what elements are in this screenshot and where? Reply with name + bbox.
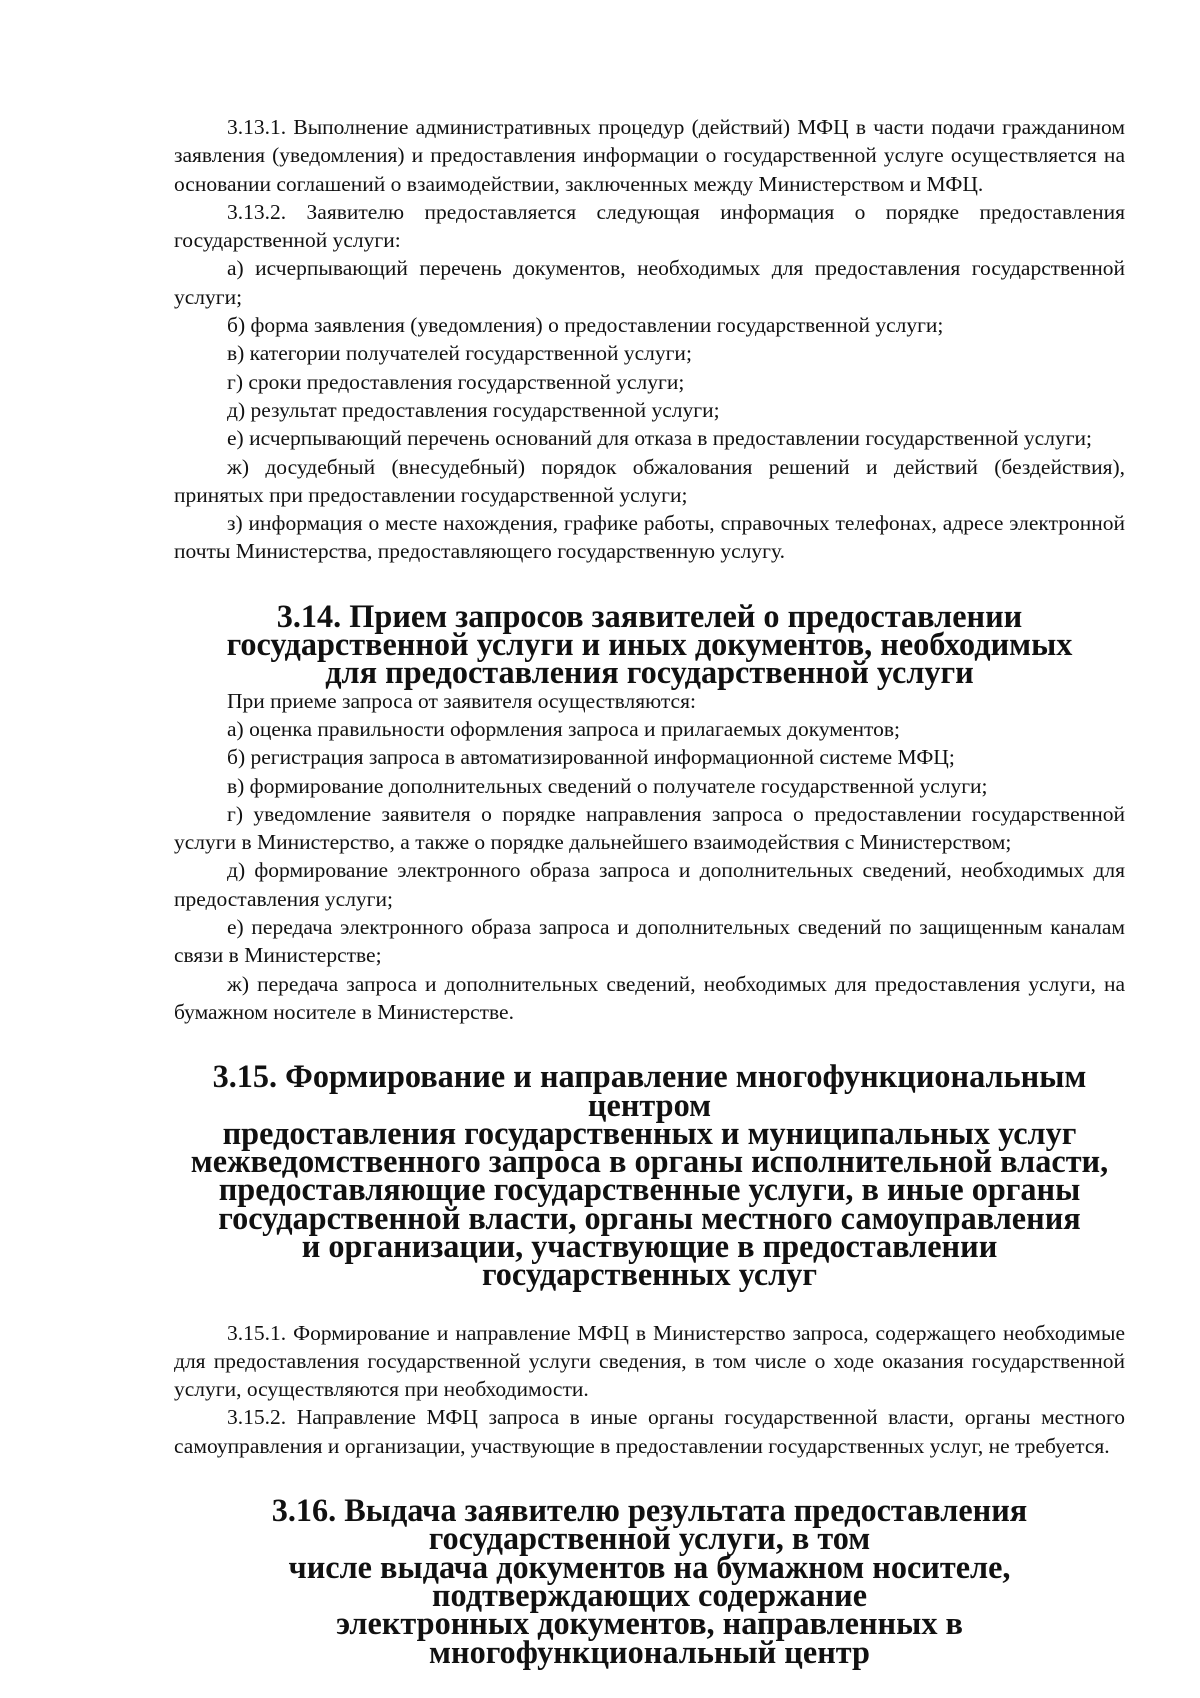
heading-line: государственной услуги и иных документов, необходимых <box>226 626 1073 663</box>
section-3-13 <box>174 113 1125 566</box>
list-item-g: г) уведомление заявителя о порядке направления запроса о предоставлении государственной услуги в Министерство, а также о порядке дальнейшего взаимодействия с Министерством; <box>174 801 1125 855</box>
list-item-a: а) исчерпывающий перечень документов, необходимых для предоставления государственной услуги; <box>174 256 1125 309</box>
heading-line: электронных документов, направленных в многофункциональный центр <box>336 1605 963 1670</box>
list-item-zh: ж) передача запроса и дополнительных сведений, необходимых для предоставления услуги, на бумажном носителе в Министерстве. <box>174 971 1125 1024</box>
section-3-15 <box>174 1058 1125 1460</box>
section-3-16 <box>174 1492 1125 1670</box>
list-item-d: д) результат предоставления государственной услуги; <box>227 397 720 422</box>
section-3-14 <box>174 597 1125 1026</box>
heading-line: предоставляющие государственные услуги, в иные органы <box>218 1171 1081 1208</box>
paragraph-intro: При приеме запроса от заявителя осуществляются: <box>227 688 696 713</box>
list-item-a: а) оценка правильности оформления запроса и прилагаемых документов; <box>227 716 900 741</box>
section-heading-3-15 <box>174 1058 1125 1293</box>
section-heading-3-14 <box>174 597 1125 691</box>
heading-line: для предоставления государственной услуги <box>325 654 974 691</box>
heading-line: числе выдача документов на бумажном носителе, подтверждающих содержание <box>288 1548 1011 1613</box>
spacer <box>174 1460 1125 1496</box>
paragraph-3-15-1: 3.15.1. Формирование и направление МФЦ в Министерство запроса, содержащего необходимые для предоставления государственной услуги сведения, в том числе о ходе оказания государственной услуги, осуществляются при необходимости. <box>174 1320 1125 1402</box>
heading-line: предоставления государственных и муниципальных услуг <box>222 1114 1077 1151</box>
list-item-g: г) сроки предоставления государственной услуги; <box>227 369 685 394</box>
list-item-e: е) исчерпывающий перечень оснований для отказа в предоставлении государственной услуги; <box>227 426 1092 451</box>
heading-line: 3.15. Формирование и направление многофункциональным центром <box>212 1058 1087 1123</box>
heading-line: государственной власти, органы местного самоуправления <box>218 1199 1081 1236</box>
spacer <box>174 1289 1125 1319</box>
list-item-d: д) формирование электронного образа запроса и дополнительных сведений, необходимых для предоставления услуги; <box>174 858 1125 911</box>
list-item-z: з) информация о месте нахождения, графике работы, справочных телефонах, адресе электронной почты Министерства, предоставляющего государственную услугу. <box>174 511 1125 564</box>
list-item-v: в) категории получателей государственной услуги; <box>227 341 692 366</box>
heading-line: 3.14. Прием запросов заявителей о предоставлении <box>276 597 1023 634</box>
list-item-v: в) формирование дополнительных сведений о получателе государственной услуги; <box>227 773 988 798</box>
spacer <box>174 1026 1125 1062</box>
heading-line: межведомственного запроса в органы исполнительной власти, <box>190 1143 1109 1180</box>
heading-line: 3.16. Выдача заявителю результата предоставления государственной услуги, в том <box>271 1492 1028 1557</box>
list-item-b: б) регистрация запроса в автоматизированной информационной системе МФЦ; <box>227 745 955 770</box>
paragraph-3-13-2: 3.13.2. Заявителю предоставляется следующая информация о порядке предоставления государственной услуги: <box>174 199 1125 253</box>
section-heading-3-16 <box>174 1492 1125 1670</box>
paragraph-3-13-1: 3.13.1. Выполнение административных процедур (действий) МФЦ в части подачи гражданином заявления (уведомления) и предоставления информации о государственной услуге осуществляется на основании соглашений о взаимодействии, заключенных между Министерством и МФЦ. <box>174 115 1125 196</box>
list-item-e: е) передача электронного образа запроса и дополнительных сведений по защищенным каналам связи в Министерстве; <box>174 915 1125 968</box>
heading-line: и организации, участвующие в предоставлении государственных услуг <box>301 1227 998 1293</box>
paragraph-3-15-2: 3.15.2. Направление МФЦ запроса в иные органы государственной власти, органы местного самоуправления и организации, участвующие в предоставлении государственных услуг, не требуется. <box>174 1405 1125 1458</box>
spacer <box>174 566 1125 602</box>
document-page <box>174 113 1125 1670</box>
list-item-zh: ж) досудебный (внесудебный) порядок обжалования решений и действий (бездействия), принятых при предоставлении государственной услуги; <box>174 454 1125 507</box>
list-item-b: б) форма заявления (уведомления) о предоставлении государственной услуги; <box>227 313 944 338</box>
